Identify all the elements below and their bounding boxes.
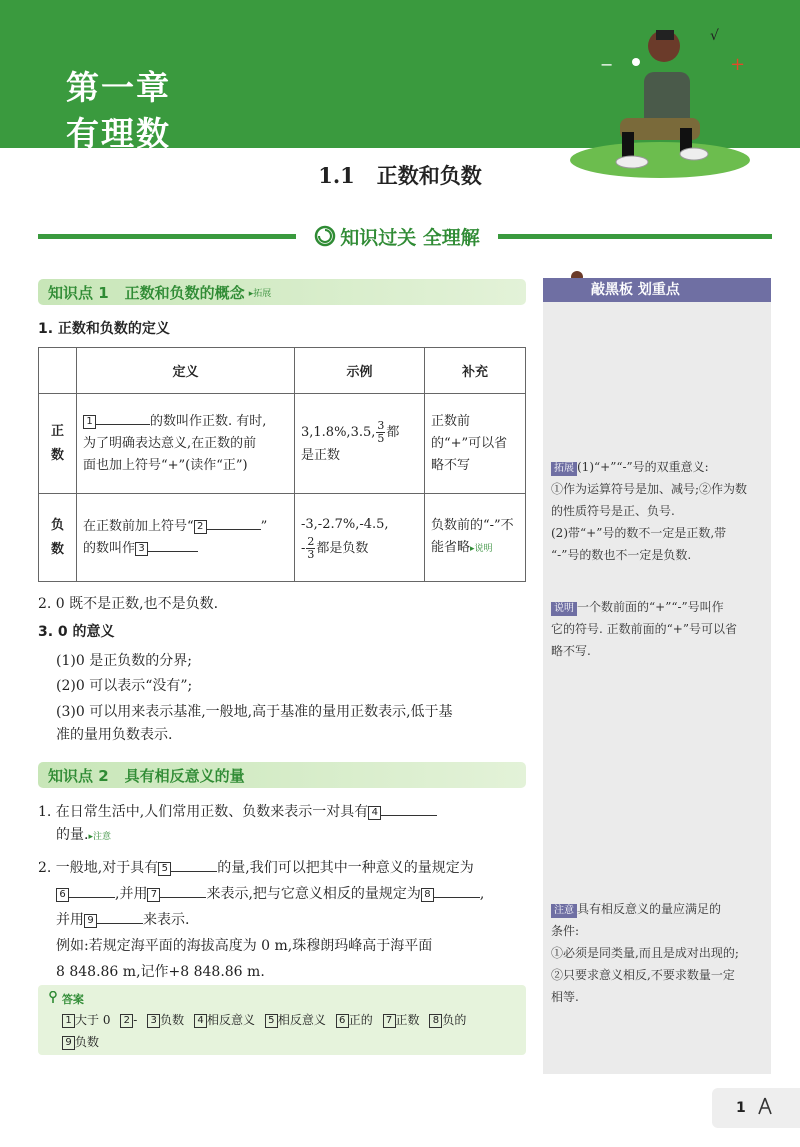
answer-item: 1 大于 0 [62, 1013, 110, 1027]
answer-list [62, 1009, 526, 1053]
svg-text:√: √ [710, 28, 719, 44]
svg-text:−: − [600, 55, 614, 74]
extension-tag: 拓展 [551, 462, 577, 476]
answer-item: 2 - [120, 1013, 137, 1027]
table-header-supplement: 补充 [425, 348, 526, 394]
answer-item: 9 负数 [62, 1035, 99, 1049]
table-header-definition: 定义 [77, 348, 295, 394]
kp1-item-3-3: (3)0 可以用来表示基准,一般地,高于基准的量用正数表示,低于基 准的量用负数表示. [56, 704, 453, 743]
knowledge-point-2-header: 知识点 2 具有相反意义的量 [38, 762, 526, 788]
section-title: 1.1 正数和负数 [318, 163, 482, 188]
knowledge-banner: 知识过关 全理解 [296, 220, 498, 252]
answer-item: 3 负数 [147, 1013, 184, 1027]
compass-icon [755, 1096, 775, 1116]
knowledge-point-1-header: 知识点 1 正数和负数的概念 ▸拓展 [38, 279, 526, 305]
attention-tag: 注意 [551, 904, 577, 918]
table-row-negative: 负 数 在正数前加上符号“ 2 ” 的数叫作 3 -3,-2.7%,-4.5, - $\frac{2}{3}$ 都是负数 负数前的“-”不能省略▸说明 [39, 494, 526, 582]
sidebar-title: 敲黑板 划重点 [543, 278, 771, 302]
answer-item: 4 相反意义 [194, 1013, 255, 1027]
kp1-item-1: 1. 正数和负数的定义 [38, 321, 170, 337]
sidebar-extension-note: 拓展 (1)“+”“-”号的双重意义: ①作为运算符号是加、减号;②作为数 的性质符号是正、负号. (2)带“+”号的数不一定是正数,带 “-”号的数也不一定是负数. [551, 460, 748, 562]
answer-item: 7 正数 [383, 1013, 420, 1027]
student-illustration [560, 10, 760, 178]
svg-text:+: + [730, 54, 746, 75]
answer-title: 答案 [48, 991, 84, 1007]
answer-item: 5 相反意义 [265, 1013, 326, 1027]
chapter-title: 有理数 [66, 114, 171, 153]
swirl-icon [314, 225, 336, 247]
page-number: 1 [712, 1088, 800, 1128]
sidebar-attention-note: 注意 具有相反意义的量应满足的 条件: ①必须是同类量,而且是成对出现的; ②只要求意义相反,不要求数量一定 相等. [551, 902, 739, 1004]
kp1-item-3-1: (1)0 是正负数的分界; [56, 653, 192, 669]
sidebar-explanation-note: 说明 一个数前面的“+”“-”号叫作 它的符号. 正数前面的“+”号可以省 略不写. [551, 600, 737, 658]
kp1-item-3-2: (2)0 可以表示“没有”; [56, 678, 193, 694]
key-icon [48, 991, 58, 1003]
answer-item: 6 正的 [336, 1013, 373, 1027]
kp1-item-3: 3. 0 的意义 [38, 624, 115, 640]
kp2-item-2: 2. 一般地,对于具有 5 的量,我们可以把其中一种意义的量规定为 6 ,并用 7 来表示,把与它意义相反的量规定为 8 , 并用 9 来表示. 例如:若规定海平面的海拔高度为 0 m,珠穆朗玛峰高于海平面 8 848.86 m,记作+8 848.86 m. [38, 860, 485, 980]
definition-table [38, 347, 526, 582]
kp2-item-1: 1. 在日常生活中,人们常用正数、负数来表示一对具有 4 的量.▸注意 [38, 801, 528, 849]
answer-box [38, 985, 526, 1055]
table-header-example: 示例 [295, 348, 425, 394]
table-row-positive: 正 数 1 的数叫作正数. 有时, 为了明确表达意义,在正数的前 面也加上符号“+”(读作“正”) 3,1.8%,3.5, $\frac{3}{5}$ 都 是正数 正数前的“+”可以省略不写 [39, 394, 526, 494]
answer-item: 8 负的 [429, 1013, 466, 1027]
chapter-number: 第一章 [66, 68, 171, 107]
explanation-tag: 说明 [551, 602, 577, 616]
kp1-item-2: 2. 0 既不是正数,也不是负数. [38, 596, 219, 612]
